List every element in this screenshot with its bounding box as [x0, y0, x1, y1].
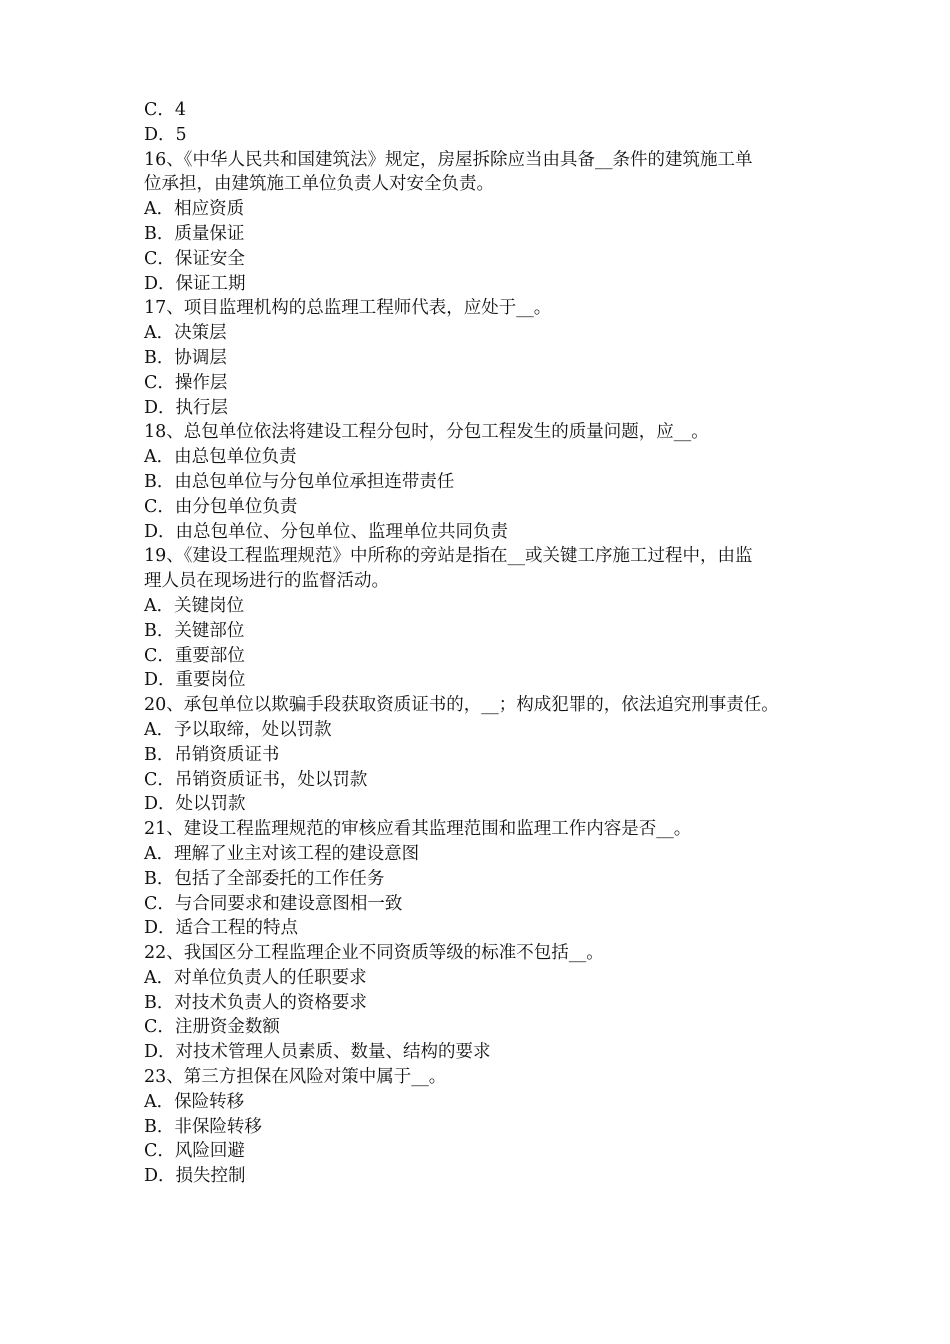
question-19-line-1: 19、《建设工程监理规范》中所称的旁站是指在__或关键工序施工过程中，由监	[144, 546, 753, 567]
question-23: 23、第三方担保在风险对策中属于__。	[144, 1067, 447, 1088]
q21-option-c: C．与合同要求和建设意图相一致	[144, 893, 403, 914]
q20-option-d: D．处以罚款	[144, 794, 246, 815]
q20-option-b: B．吊销资质证书	[144, 744, 280, 765]
document-page	[144, 98, 814, 1189]
q18-option-b: B．由总包单位与分包单位承担连带责任	[144, 471, 455, 492]
q18-option-d: D．由总包单位、分包单位、监理单位共同负责	[144, 521, 509, 542]
option-d-line: D．5	[144, 124, 187, 145]
q19-option-b: B．关键部位	[144, 620, 245, 641]
q19-option-a: A．关键岗位	[144, 595, 245, 616]
q16-option-d: D．保证工期	[144, 273, 246, 294]
q20-option-a: A．予以取缔，处以罚款	[144, 719, 332, 740]
q22-option-d: D．对技术管理人员素质、数量、结构的要求	[144, 1042, 491, 1063]
q16-option-a: A．相应资质	[144, 199, 245, 220]
q17-option-b: B．协调层	[144, 347, 227, 368]
q21-option-a: A．理解了业主对该工程的建设意图	[144, 843, 420, 864]
q21-option-b: B．包括了全部委托的工作任务	[144, 868, 385, 889]
q18-option-a: A．由总包单位负责	[144, 447, 297, 468]
q20-option-c: C．吊销资质证书，处以罚款	[144, 769, 368, 790]
q23-option-a: A．保险转移	[144, 1091, 245, 1112]
question-16-line-1: 16、《中华人民共和国建筑法》规定，房屋拆除应当由具备__条件的建筑施工单	[144, 149, 753, 170]
q17-option-c: C．操作层	[144, 372, 228, 393]
q19-option-c: C．重要部位	[144, 645, 245, 666]
q16-option-c: C．保证安全	[144, 248, 245, 269]
q22-option-a: A．对单位负责人的任职要求	[144, 967, 367, 988]
q21-option-d: D．适合工程的特点	[144, 918, 299, 939]
question-20: 20、承包单位以欺骗手段获取资质证书的，__；构成犯罪的，依法追究刑事责任。	[144, 695, 779, 716]
question-21: 21、建设工程监理规范的审核应看其监理范围和监理工作内容是否__。	[144, 819, 692, 840]
q23-option-d: D．损失控制	[144, 1166, 246, 1187]
q18-option-c: C．由分包单位负责	[144, 496, 298, 517]
option-c-line: C．4	[144, 100, 187, 120]
q16-option-b: B．质量保证	[144, 223, 245, 244]
q19-option-d: D．重要岗位	[144, 670, 246, 691]
q23-option-c: C．风险回避	[144, 1141, 245, 1162]
question-17: 17、项目监理机构的总监理工程师代表，应处于__。	[144, 298, 552, 319]
question-18: 18、总包单位依法将建设工程分包时，分包工程发生的质量问题，应__。	[144, 422, 709, 443]
q17-option-d: D．执行层	[144, 397, 229, 418]
question-19-line-2: 理人员在现场进行的监督活动。	[144, 571, 389, 592]
q17-option-a: A．决策层	[144, 323, 227, 344]
q22-option-b: B．对技术负责人的资格要求	[144, 992, 367, 1013]
q23-option-b: B．非保险转移	[144, 1116, 262, 1137]
question-16-line-2: 位承担，由建筑施工单位负责人对安全负责。	[144, 174, 494, 195]
question-22: 22、我国区分工程监理企业不同资质等级的标准不包括__。	[144, 943, 604, 964]
q22-option-c: C．注册资金数额	[144, 1017, 280, 1038]
